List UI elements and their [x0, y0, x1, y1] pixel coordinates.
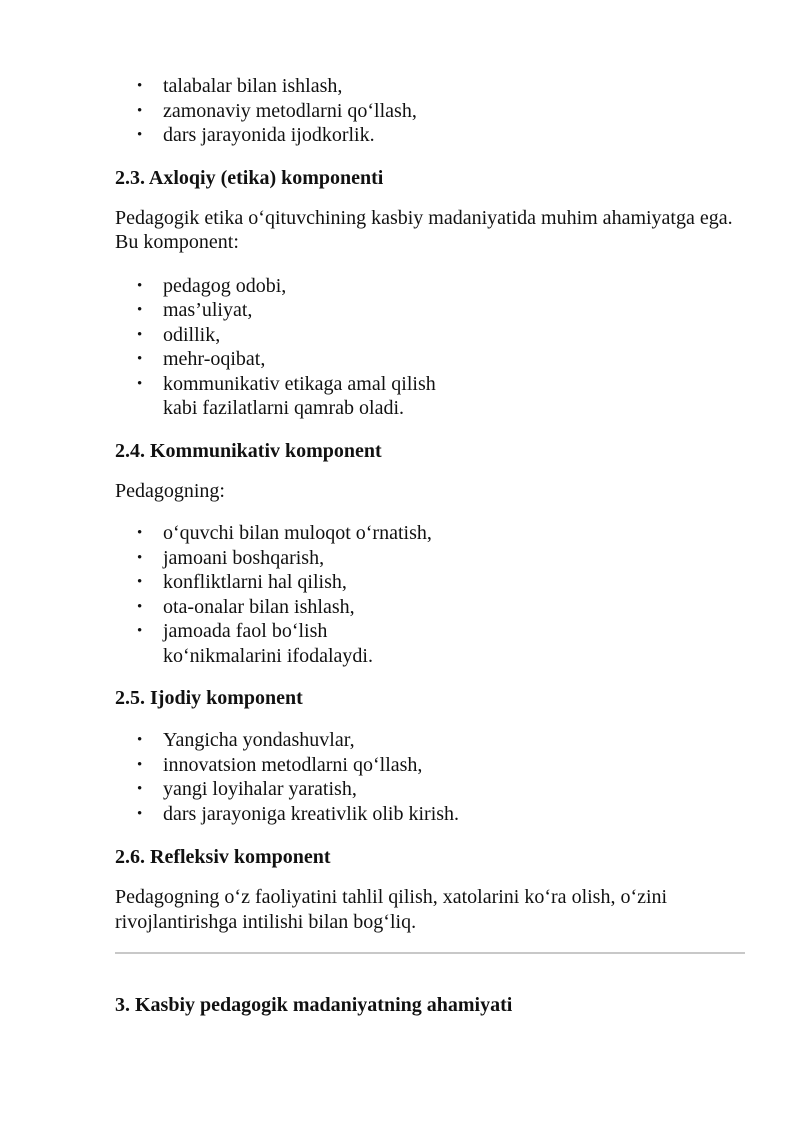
list-item: • innovatsion metodlarni qo‘llash,: [115, 753, 745, 778]
document-page: [115, 74, 745, 1017]
list-item: • zamonaviy metodlarni qo‘llash,: [115, 99, 745, 124]
list-item: • yangi loyihalar yaratish,: [115, 777, 745, 802]
section-paragraph: Pedagogning:: [115, 479, 225, 502]
bullet-list: [115, 274, 745, 397]
section-heading: 2.4. Kommunikativ komponent: [115, 439, 382, 462]
list-item: • Yangicha yondashuvlar,: [115, 728, 745, 753]
list-item: • jamoani boshqarish,: [115, 546, 745, 571]
list-item: • odillik,: [115, 323, 745, 348]
section-heading: 3. Kasbiy pedagogik madaniyatning ahamiyati: [115, 994, 513, 1016]
list-item: • dars jarayoniga kreativlik olib kirish.: [115, 802, 745, 827]
list-item: • konfliktlarni hal qilish,: [115, 570, 745, 595]
section-paragraph: Pedagogik etika o‘qituvchining kasbiy madaniyatida muhim ahamiyatga ega. Bu komponent:: [115, 206, 733, 253]
list-item: • ota-onalar bilan ishlash,: [115, 595, 745, 620]
section-heading: 2.6. Refleksiv komponent: [115, 846, 331, 868]
list-item: • o‘quvchi bilan muloqot o‘rnatish,: [115, 521, 745, 546]
section-heading: 2.3. Axloqiy (etika) komponenti: [115, 166, 384, 189]
section-heading: 2.5. Ijodiy komponent: [115, 687, 303, 709]
list-item: • pedagog odobi,: [115, 274, 745, 299]
list-item: • mehr-oqibat,: [115, 347, 745, 372]
horizontal-divider: [115, 952, 745, 954]
bullet-list: [115, 728, 745, 826]
list-item: • talabalar bilan ishlash,: [115, 74, 745, 99]
section-paragraph: Pedagogning o‘z faoliyatini tahlil qilish, xatolarini ko‘ra olish, o‘zini rivojlantirishga intilishi bilan bog‘liq.: [115, 886, 668, 933]
list-item: • kommunikativ etikaga amal qilish: [115, 372, 745, 397]
bullet-list: [115, 521, 745, 644]
list-item: • dars jarayonida ijodkorlik.: [115, 123, 745, 148]
list-item: • jamoada faol bo‘lish: [115, 619, 745, 644]
list-item: • mas’uliyat,: [115, 298, 745, 323]
bullet-list: [115, 74, 745, 148]
list-tail-text: ko‘nikmalarini ifodalaydi.: [163, 644, 373, 667]
list-tail-text: kabi fazilatlarni qamrab oladi.: [163, 397, 405, 419]
